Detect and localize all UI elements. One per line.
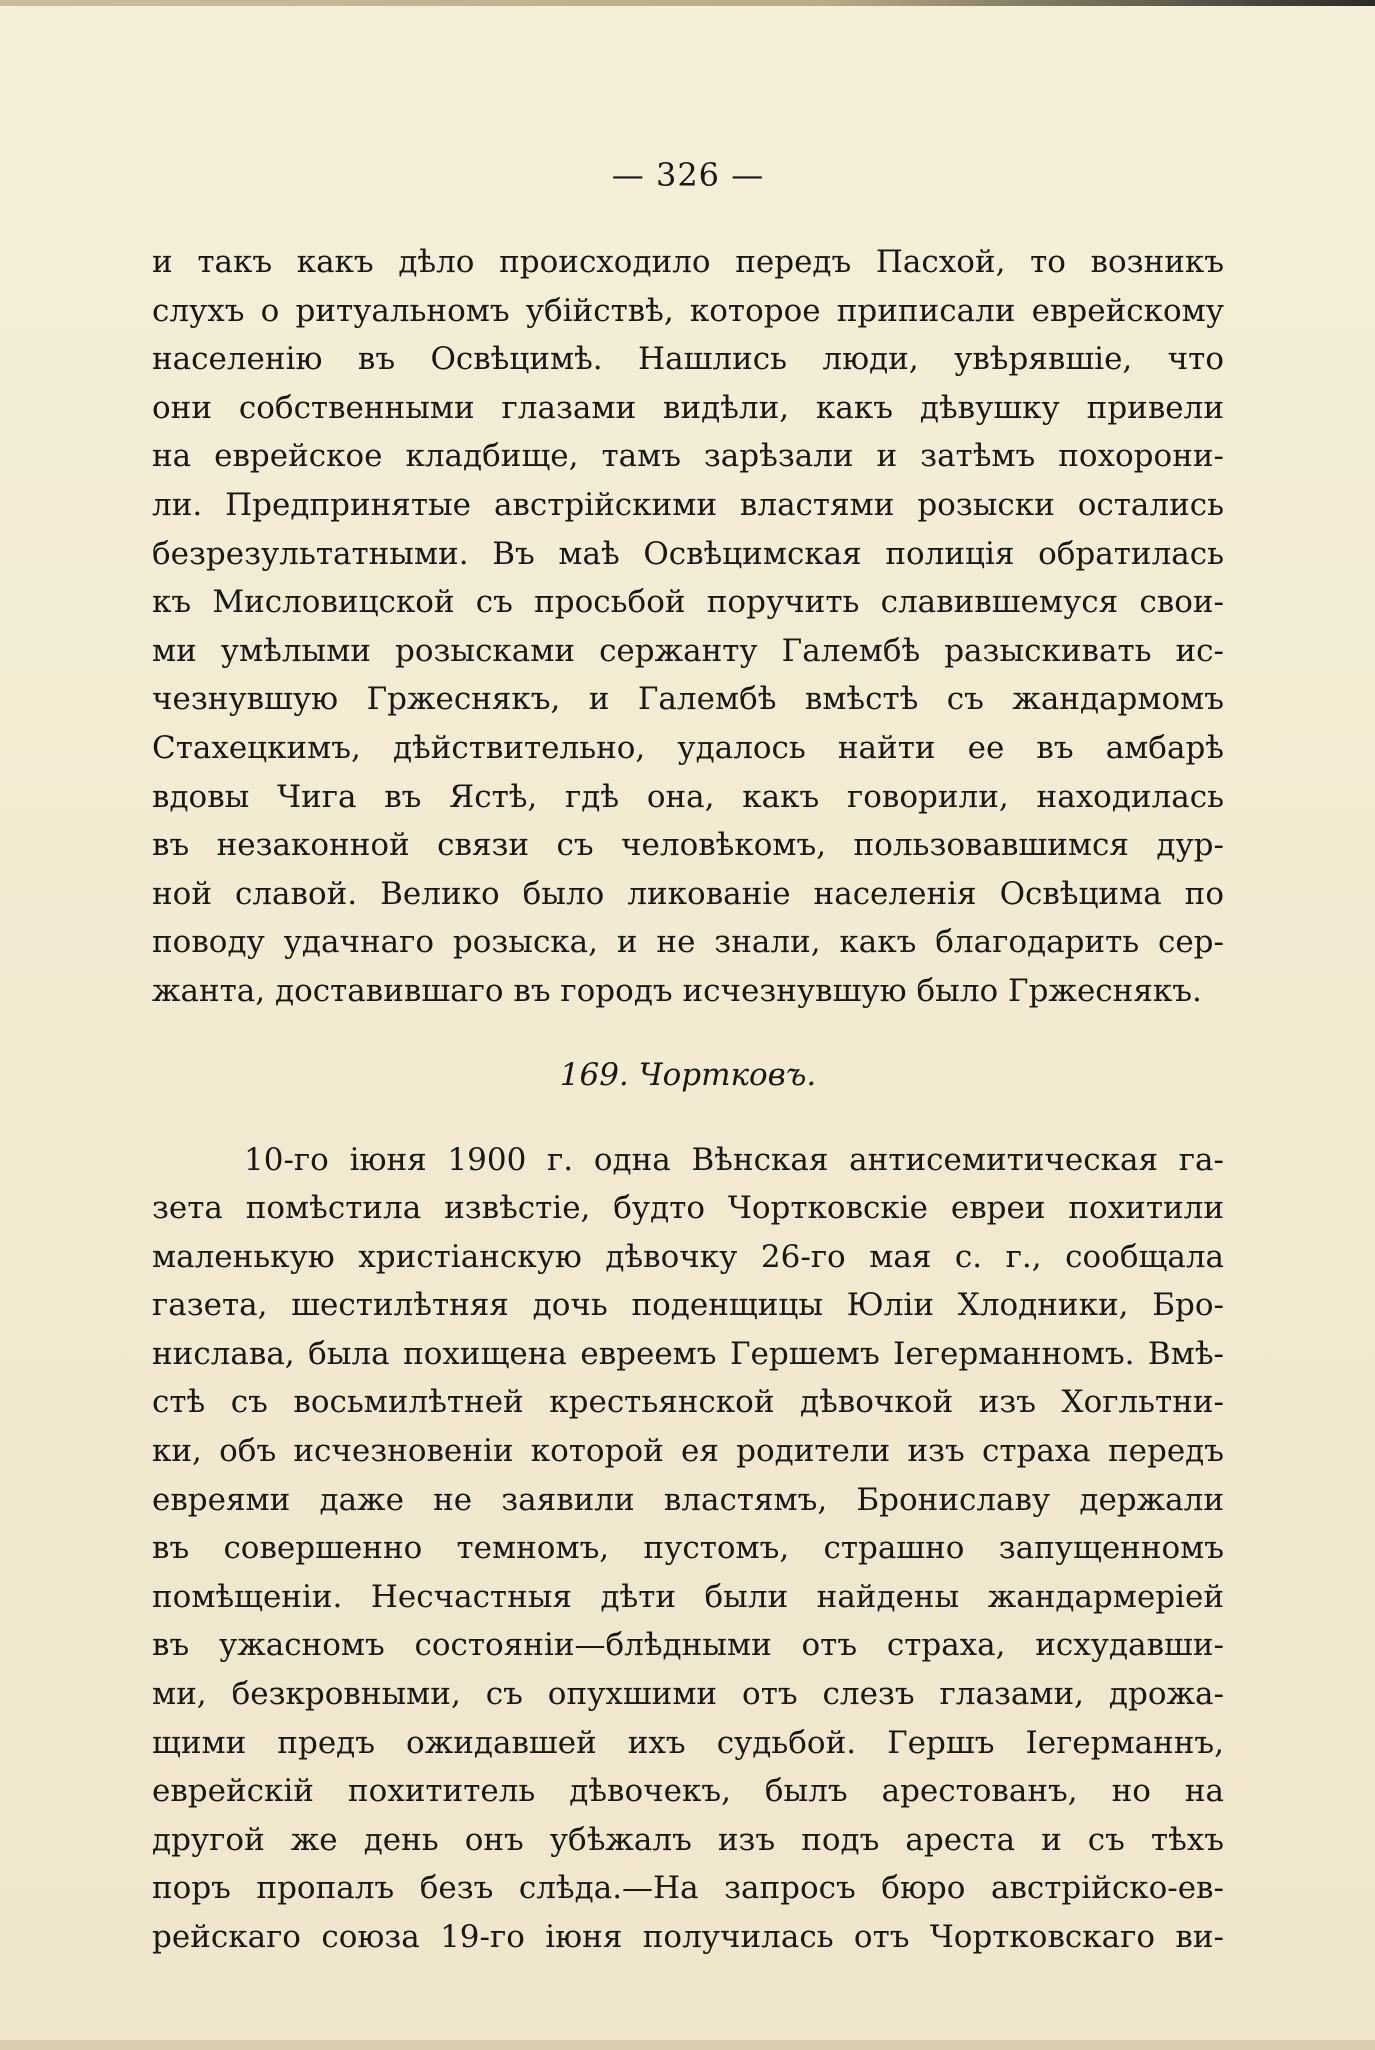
text-line: въ незаконной связи съ человѣкомъ, пользовавшимся дур- <box>152 827 1224 864</box>
text-line: ми, безкровными, съ опухшими отъ слезъ глазами, дрожа- <box>152 1676 1224 1713</box>
text-line: нислава, была похищена евреемъ Гершемъ Іегерманномъ. Вмѣ- <box>152 1335 1224 1372</box>
text-line: и такъ какъ дѣло происходило передъ Пасхой, то возникъ <box>152 244 1224 280</box>
text-line: они собственными глазами видѣли, какъ дѣвушку привели <box>152 389 1224 426</box>
section-heading: 169. Чортковъ. <box>559 1056 817 1093</box>
paragraph-1 <box>152 238 1224 1016</box>
text-line: газета, шестилѣтняя дочь поденщицы Юліи Хлодники, Бро- <box>152 1287 1224 1324</box>
text-line: Стахецкимъ, дѣйствительно, удалось найти ее въ амбарѣ <box>152 729 1224 766</box>
text-line: въ совершенно темномъ, пустомъ, страшно запущенномъ <box>152 1530 1224 1567</box>
text-line: жанта, доставившаго въ городъ исчезнувшую было Гржеснякъ. <box>152 972 1202 1009</box>
text-line: къ Мисловицской съ просьбой поручить славившемуся свои- <box>152 584 1224 621</box>
page-number: — 326 — <box>611 156 765 194</box>
text-line: ки, объ исчезновеніи которой ея родители изъ страха передъ <box>152 1433 1224 1470</box>
text-line: въ ужасномъ состояніи—блѣдными отъ страха, исхудавши- <box>152 1627 1224 1664</box>
page-content <box>152 154 1224 1962</box>
text-line: 10-го іюня 1900 г. одна Вѣнская антисемитическая га- <box>244 1141 1224 1178</box>
text-line: поводу удачнаго розыска, и не знали, какъ благодарить сер- <box>152 924 1224 961</box>
text-line: другой же день онъ убѣжалъ изъ подъ ареста и съ тѣхъ <box>152 1821 1224 1858</box>
text-line: ной славой. Велико было ликованіе населенія Освѣцима по <box>152 875 1224 912</box>
text-line: еврейскій похититель дѣвочекъ, былъ арестованъ, но на <box>152 1773 1224 1810</box>
text-line: ми умѣлыми розысками сержанту Галембѣ разыскивать ис- <box>152 632 1224 669</box>
paragraph-2 <box>152 1136 1224 1962</box>
text-line: поръ пропалъ безъ слѣда.—На запросъ бюро австрійско-ев- <box>152 1870 1224 1907</box>
text-line: на еврейское кладбище, тамъ зарѣзали и затѣмъ похорони- <box>152 438 1224 475</box>
text-line: маленькую христіанскую дѣвочку 26-го мая с. г., сообщала <box>152 1238 1224 1275</box>
text-line: помѣщеніи. Несчастныя дѣти были найдены жандармеріей <box>152 1578 1224 1615</box>
text-line: вдовы Чига въ Ястѣ, гдѣ она, какъ говорили, находилась <box>152 778 1224 815</box>
text-line: слухъ о ритуальномъ убійствѣ, которое приписали еврейскому <box>152 292 1224 329</box>
text-line: евреями даже не заявили властямъ, Брониславу держали <box>152 1481 1224 1518</box>
text-line: рейскаго союза 19-го іюня получилась отъ Чортковскаго ви- <box>152 1919 1224 1955</box>
text-line: чезнувшую Гржеснякъ, и Галембѣ вмѣстѣ съ жандармомъ <box>152 681 1224 718</box>
text-line: ли. Предпринятые австрійскими властями розыски остались <box>152 486 1224 523</box>
page-bottom-edge <box>0 2040 1375 2050</box>
text-line: стѣ съ восьмилѣтней крестьянской дѣвочкой изъ Хогльтни- <box>152 1384 1224 1421</box>
text-line: населенію въ Освѣцимѣ. Нашлись люди, увѣрявшіе, что <box>152 341 1224 378</box>
page-top-edge <box>0 0 1375 6</box>
text-line: щими предъ ожидавшей ихъ судьбой. Гершъ Іегерманнъ, <box>152 1724 1224 1761</box>
text-line: зета помѣстила извѣстіе, будто Чортковскіе евреи похитили <box>152 1190 1224 1227</box>
text-line: безрезультатными. Въ маѣ Освѣцимская полиція обратилась <box>152 535 1224 572</box>
